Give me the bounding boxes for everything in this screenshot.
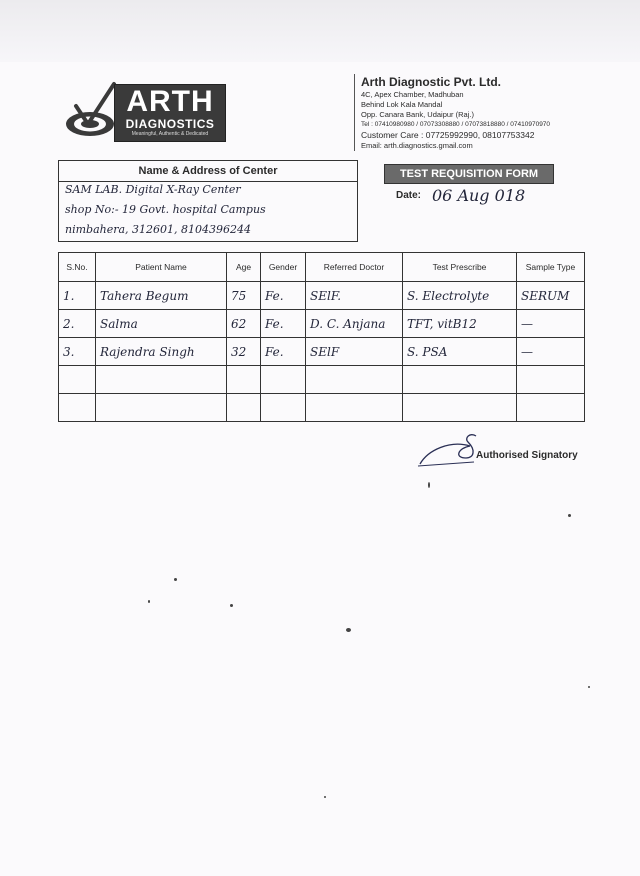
- cell-sno: 3.: [59, 338, 96, 366]
- cell-sample-type: [517, 366, 585, 394]
- cell-sample-type: —: [517, 338, 585, 366]
- cell-sample-type: [517, 394, 585, 422]
- cell-gender: [261, 366, 306, 394]
- cell-referred-doctor: D. C. Anjana: [306, 310, 403, 338]
- cell-sno: [59, 394, 96, 422]
- center-line: nimbahera, 312601, 8104396244: [65, 223, 252, 236]
- cell-gender: Fe.: [261, 282, 306, 310]
- scan-speck: [324, 796, 326, 798]
- target-check-icon: [62, 80, 122, 144]
- scan-shadow: [0, 0, 640, 62]
- header-age: Age: [227, 253, 261, 282]
- cell-age: 75: [227, 282, 261, 310]
- authorised-signatory-label: Authorised Signatory: [476, 450, 578, 461]
- cell-patient-name: Tahera Begum: [96, 282, 227, 310]
- date-value: 06 Aug 018: [432, 186, 526, 205]
- scan-speck: [174, 578, 177, 581]
- table-row: [59, 338, 585, 366]
- cell-age: [227, 394, 261, 422]
- cell-patient-name: Rajendra Singh: [96, 338, 227, 366]
- cell-gender: [261, 394, 306, 422]
- cell-age: 32: [227, 338, 261, 366]
- cell-gender: Fe.: [261, 310, 306, 338]
- center-line: SAM LAB. Digital X-Ray Center: [65, 183, 241, 196]
- cell-patient-name: [96, 394, 227, 422]
- header-test-prescribe: Test Prescribe: [403, 253, 517, 282]
- company-info: [354, 74, 601, 151]
- cell-sample-type: —: [517, 310, 585, 338]
- address-line: Behind Lok Kala Mandal: [361, 100, 443, 109]
- scan-speck: [230, 604, 233, 607]
- cell-sample-type: SERUM: [517, 282, 585, 310]
- logo-name: ARTH: [126, 85, 214, 118]
- table-row: [59, 366, 585, 394]
- form-title: TEST REQUISITION FORM: [384, 164, 554, 184]
- scan-speck: [148, 600, 150, 603]
- company-name: Arth Diagnostic Pvt. Ltd.: [361, 75, 502, 89]
- address-line: 4C, Apex Chamber, Madhuban: [361, 90, 464, 99]
- scan-speck: [428, 482, 430, 488]
- cell-age: [227, 366, 261, 394]
- cell-gender: Fe.: [261, 338, 306, 366]
- cell-age: 62: [227, 310, 261, 338]
- logo-tagline: Meaningful, Authentic & Dedicated: [131, 131, 209, 137]
- cell-referred-doctor: SElF.: [306, 282, 403, 310]
- table-row: [59, 282, 585, 310]
- date-label: Date:: [396, 190, 422, 201]
- center-line: shop No:- 19 Govt. hospital Campus: [65, 203, 266, 216]
- header-referred-doctor: Referred Doctor: [306, 253, 403, 282]
- cell-sno: [59, 366, 96, 394]
- center-heading: Name & Address of Center: [59, 161, 357, 182]
- logo-subname: DIAGNOSTICS: [125, 117, 215, 131]
- header-sample-type: Sample Type: [517, 253, 585, 282]
- company-email: Email: arth.diagnostics.gmail.com: [361, 141, 473, 150]
- scan-speck: [346, 628, 351, 632]
- cell-test-prescribe: S. PSA: [403, 338, 517, 366]
- cell-test-prescribe: [403, 366, 517, 394]
- cell-patient-name: Salma: [96, 310, 227, 338]
- center-address-box: [58, 160, 358, 242]
- arth-logo: [62, 80, 230, 144]
- scan-speck: [588, 686, 590, 688]
- cell-test-prescribe: [403, 394, 517, 422]
- table-row: [59, 310, 585, 338]
- header-sno: S.No.: [59, 253, 96, 282]
- table-row: [59, 394, 585, 422]
- telephone-numbers: Tel : 07410980980 / 07073308880 / 07073818880 / 07410970970: [361, 121, 551, 128]
- cell-sno: 1.: [59, 282, 96, 310]
- table-header-row: [59, 253, 585, 282]
- cell-referred-doctor: SElF: [306, 338, 403, 366]
- cell-referred-doctor: [306, 366, 403, 394]
- cell-patient-name: [96, 366, 227, 394]
- logo-wordmark: [114, 84, 226, 142]
- cell-test-prescribe: S. Electrolyte: [403, 282, 517, 310]
- cell-referred-doctor: [306, 394, 403, 422]
- customer-care: Customer Care : 07725992990, 08107753342: [361, 130, 535, 140]
- scan-speck: [568, 514, 571, 517]
- cell-test-prescribe: TFT, vitB12: [403, 310, 517, 338]
- cell-sno: 2.: [59, 310, 96, 338]
- patient-table: [58, 252, 585, 422]
- header-patient-name: Patient Name: [96, 253, 227, 282]
- address-line: Opp. Canara Bank, Udaipur (Raj.): [361, 110, 474, 119]
- header-gender: Gender: [261, 253, 306, 282]
